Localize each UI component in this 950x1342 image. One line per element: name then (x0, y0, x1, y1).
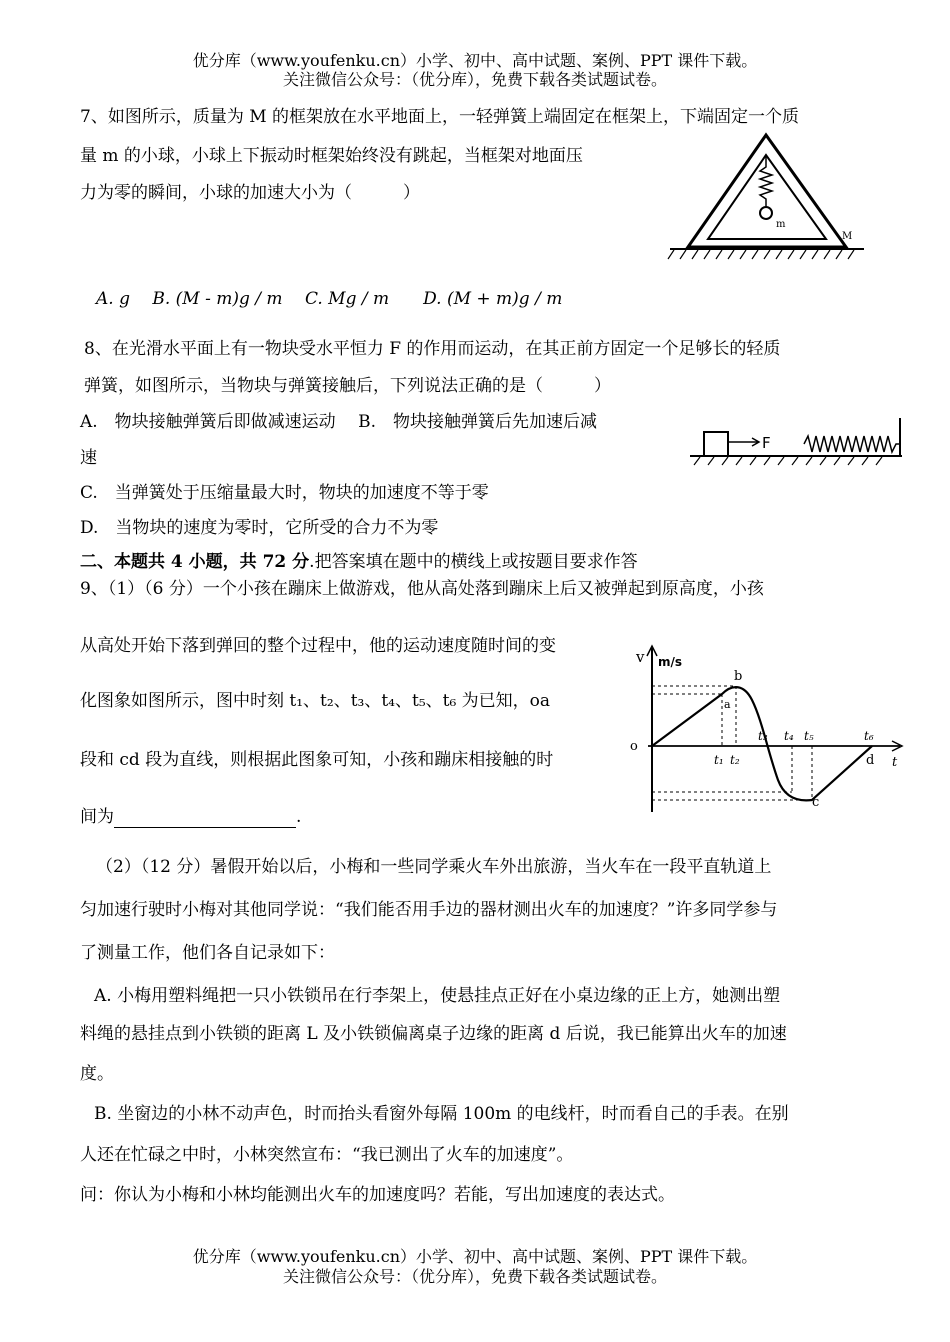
q8-block-spring-figure (688, 408, 904, 466)
q9-line-2: 从高处开始下落到弹回的整个过程中，他的运动速度随时间的变 (80, 636, 556, 656)
q9-part2-line-3: 了测量工作，他们各自记录如下： (80, 943, 335, 963)
section-2-title: 二、本题共 4 小题，共 72 分 (80, 552, 310, 572)
q9-line-5-end: . (296, 807, 302, 827)
graph-t-label: t (892, 755, 898, 770)
section-2-instructions: .把答案填在题中的横线上或按题目要求作答 (309, 552, 638, 572)
q9-B-line-2: 人还在忙碌之中时，小林突然宣布：“我已测出了火车的加速度”。 (80, 1145, 574, 1165)
q9-line-3: 化图象如图所示，图中时刻 t₁、t₂、t₃、t₄、t₅、t₆ 为已知，oa (80, 691, 551, 711)
q9-A-line-2: 料绳的悬挂点到小铁锁的距离 L 及小铁锁偏离桌子边缘的距离 d 后说，我已能算出火车的加速 (80, 1024, 787, 1044)
header-line-2: 关注微信公众号：（优分库），免费下载各类试题试卷。 (282, 70, 667, 89)
graph-tick-t4: t₄ (784, 729, 794, 743)
section-2-heading (80, 551, 638, 573)
q8-line-1: 8、在光滑水平面上有一物块受水平恒力 F 的作用而运动，在其正前方固定一个足够长的轻质 (84, 339, 781, 359)
q9-line-5-text: 间为 (80, 807, 114, 827)
q8-fig-label-F: F (762, 434, 771, 452)
q8-options-ab: A. 物块接触弹簧后即做减速运动 B. 物块接触弹簧后先加速后减 (80, 412, 597, 432)
q9-part2-line-2: 匀加速行驶时小梅对其他同学说：“我们能否用手边的器材测出火车的加速度？”许多同学参与 (80, 900, 778, 920)
q9-A-line-3: 度。 (80, 1064, 114, 1084)
graph-origin: o (630, 739, 638, 754)
q9-line-4: 段和 cd 段为直线，则根据此图象可知，小孩和蹦床相接触的时 (80, 750, 554, 770)
q8-option-b-cont: 速 (80, 448, 97, 468)
graph-v-label: v (636, 648, 645, 666)
q7-line-3: 力为零的瞬间，小球的加速大小为（ ） (80, 183, 420, 203)
q9-answer-blank[interactable] (114, 809, 296, 828)
graph-tick-t5: t₅ (804, 729, 814, 743)
footer-line-2: 关注微信公众号：（优分库），免费下载各类试题试卷。 (282, 1267, 667, 1286)
graph-point-c: c (812, 795, 820, 810)
q7-frame-figure (664, 129, 872, 263)
graph-point-d: d (866, 753, 875, 768)
q7-line-2: 量 m 的小球，小球上下振动时框架始终没有跳起，当框架对地面压 (80, 146, 583, 166)
q8-option-d: D. 当物块的速度为零时，它所受的合力不为零 (80, 518, 439, 538)
header-line-1: 优分库（www.youfenku.cn）小学、初中、高中试题、案例、PPT 课件下载。 (192, 51, 758, 70)
q9-velocity-time-graph (628, 640, 906, 822)
q7-fig-label-m: m (776, 219, 786, 230)
q7-line-1: 7、如图所示，质量为 M 的框架放在水平地面上，一轻弹簧上端固定在框架上，下端固定一个质 (80, 107, 800, 127)
graph-point-b: b (734, 669, 743, 684)
footer-line-1: 优分库（www.youfenku.cn）小学、初中、高中试题、案例、PPT 课件下载。 (192, 1247, 758, 1266)
graph-tick-t1: t₁ (714, 753, 724, 767)
q9-line-1: 9、（1）（6 分）一个小孩在蹦床上做游戏，他从高处落到蹦床上后又被弹起到原高度，小孩 (80, 579, 764, 599)
q9-A-line-1: A. 小梅用塑料绳把一只小铁锁吊在行李架上，使悬挂点正好在小桌边缘的正上方，她测出塑 (94, 986, 781, 1006)
graph-tick-t6: t₆ (864, 729, 874, 743)
graph-unit: m/s (658, 655, 683, 669)
q9-question: 问：你认为小梅和小林均能测出火车的加速度吗？若能，写出加速度的表达式。 (80, 1185, 675, 1205)
q9-B-line-1: B. 坐窗边的小林不动声色，时而抬头看窗外每隔 100m 的电线杆，时而看自己的手表。在别 (94, 1104, 789, 1124)
graph-point-a: a (724, 698, 731, 711)
q8-option-c: C. 当弹簧处于压缩量最大时，物块的加速度不等于零 (80, 483, 489, 503)
graph-tick-t3: t₃ (758, 729, 768, 743)
q7-fig-label-M: M (842, 231, 853, 242)
q9-line-5 (80, 806, 301, 828)
graph-tick-t2: t₂ (730, 753, 740, 767)
q7-options: A. g B. (M - m)g / m C. Mg / m D. (M + m)g / m (96, 289, 563, 309)
q8-line-2: 弹簧，如图所示，当物块与弹簧接触后，下列说法正确的是（ ） (84, 376, 611, 396)
q9-part2-line-1: （2）（12 分）暑假开始以后，小梅和一些同学乘火车外出旅游，当火车在一段平直轨道上 (96, 857, 772, 877)
